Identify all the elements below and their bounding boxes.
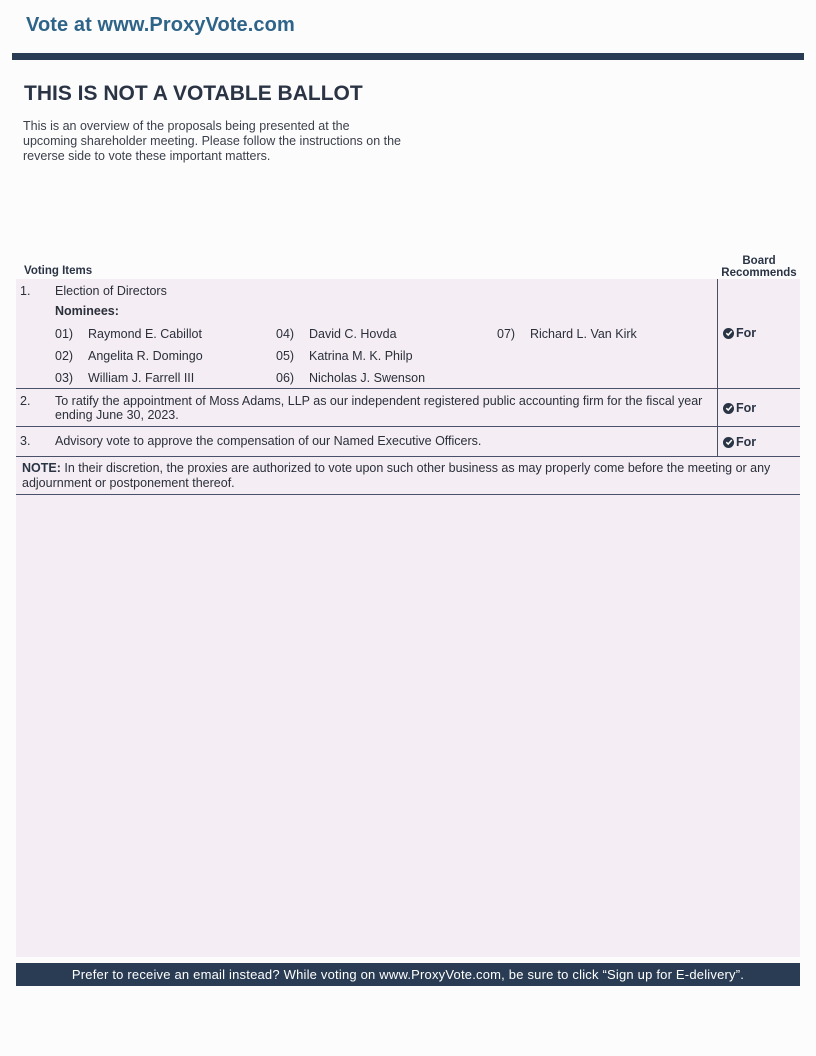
- nominee: [55, 327, 202, 341]
- note-text: [22, 461, 802, 491]
- nominee-name: Nicholas J. Swenson: [309, 371, 426, 385]
- nominee-name: Katrina M. K. Philp: [309, 349, 413, 363]
- check-circle-icon: [723, 328, 734, 339]
- nominee-number: 06): [276, 371, 295, 385]
- header-title[interactable]: Vote at www.ProxyVote.com: [26, 14, 295, 36]
- note-body: In their discretion, the proxies are authorized to vote upon such other business as may properly come before the meeting or any adjournment or postponement thereof.: [22, 461, 771, 490]
- board-recommends-label: Board Recommends: [721, 255, 797, 279]
- nominee-number: 04): [276, 327, 295, 341]
- header-divider: [12, 53, 804, 60]
- recommendation-for: [723, 326, 756, 340]
- voting-items-label: Voting Items: [24, 265, 93, 277]
- note-label: NOTE:: [22, 461, 61, 475]
- nominee-name: William J. Farrell III: [88, 371, 195, 385]
- item-text: Election of Directors: [55, 284, 167, 298]
- nominee: [276, 327, 397, 341]
- recommendation-for: [723, 401, 756, 415]
- nominee-name: Angelita R. Domingo: [88, 349, 203, 363]
- recommendation-cell: [717, 427, 801, 456]
- footer-banner: Prefer to receive an email instead? While voting on www.ProxyVote.com, be sure to click “Sign up for E-delivery”.: [16, 963, 800, 986]
- recommendation-text: For: [736, 401, 757, 415]
- item-text: Advisory vote to approve the compensation of our Named Executive Officers.: [55, 434, 482, 448]
- nominee-number: 02): [55, 349, 74, 363]
- nominee-number: 03): [55, 371, 74, 385]
- voting-item-2: [16, 389, 800, 427]
- nominee-number: 01): [55, 327, 74, 341]
- item-text: To ratify the appointment of Moss Adams, LLP as our independent registered public accounting firm for the fiscal year ending June 30, 2023.: [55, 394, 703, 422]
- nominees-label: Nominees:: [55, 304, 119, 318]
- recommendation-text: For: [736, 435, 757, 449]
- nominee-name: Raymond E. Cabillot: [88, 327, 202, 341]
- nominee-number: 05): [276, 349, 295, 363]
- nominee: [276, 371, 425, 385]
- nominee-number: 07): [497, 327, 516, 341]
- nominee-name: Richard L. Van Kirk: [530, 327, 637, 341]
- recommendation-text: For: [736, 326, 757, 340]
- nominee: [55, 349, 203, 363]
- check-circle-icon: [723, 437, 734, 448]
- item-number: 3.: [20, 434, 31, 448]
- nominee: [55, 371, 194, 385]
- recommendation-cell: [717, 389, 801, 426]
- ballot-title: THIS IS NOT A VOTABLE BALLOT: [24, 82, 363, 105]
- intro-text: This is an overview of the proposals being presented at the upcoming shareholder meeting. Please follow the instructions on the reverse side to vote these important matters.: [23, 119, 401, 163]
- item-number: 1.: [20, 284, 31, 298]
- nominee: [276, 349, 413, 363]
- voting-item-1: [16, 279, 800, 389]
- check-circle-icon: [723, 403, 734, 414]
- recommendation-cell: [717, 279, 801, 388]
- item-number: 2.: [20, 394, 31, 408]
- nominee: [497, 327, 637, 341]
- nominee-name: David C. Hovda: [309, 327, 397, 341]
- voting-item-3: [16, 427, 800, 457]
- recommendation-for: [723, 435, 756, 449]
